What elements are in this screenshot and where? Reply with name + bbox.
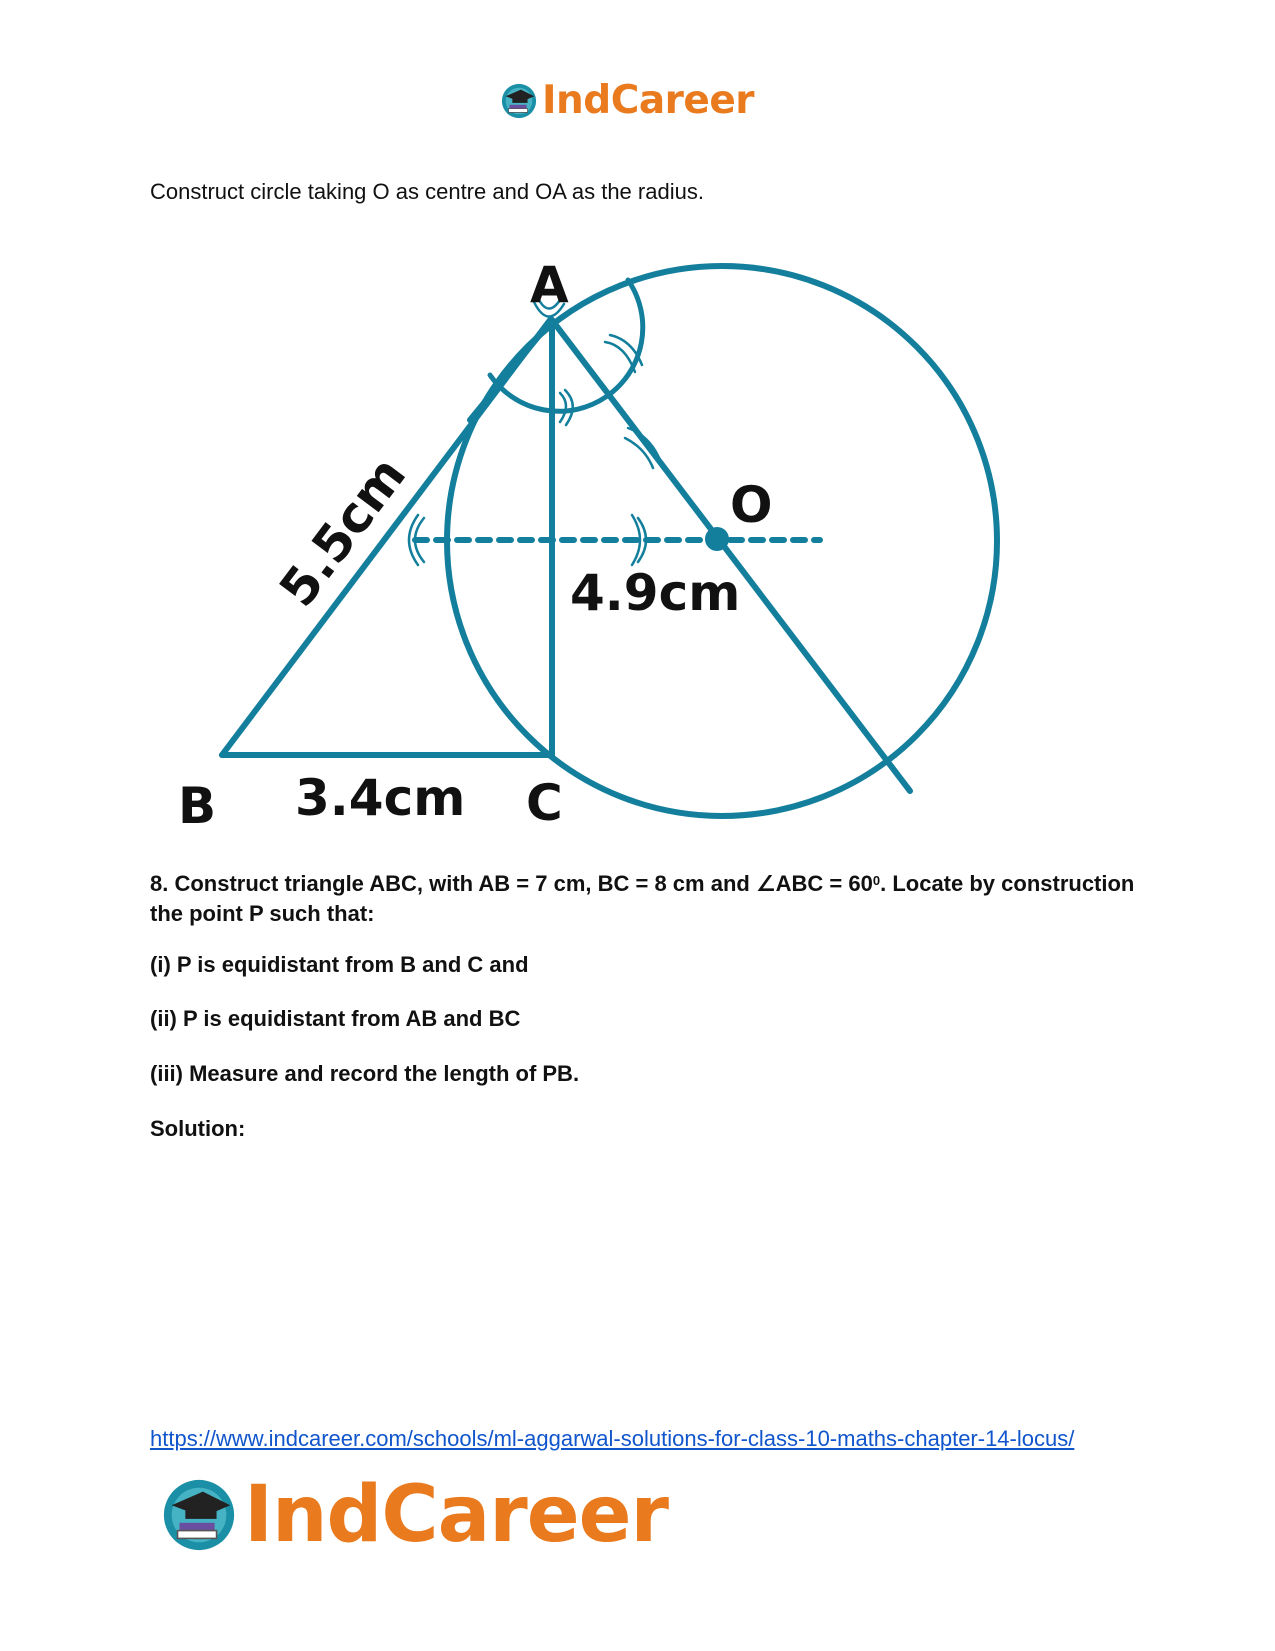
tangent-line <box>470 320 552 420</box>
label-b: B <box>178 777 217 835</box>
question-8 <box>150 869 1150 929</box>
footer-logo <box>160 1470 668 1560</box>
point-o <box>705 527 729 551</box>
label-a: A <box>530 256 569 314</box>
question-intro: 8. Construct triangle ABC, with AB = 7 cm, BC = 8 cm and ∠ABC = 60 <box>150 871 873 896</box>
label-o: O <box>730 476 773 534</box>
intro-text: Construct circle taking O as centre and OA as the radius. <box>150 179 704 204</box>
degree-superscript: 0 <box>872 873 881 888</box>
question-part-2: (ii) P is equidistant from AB and BC <box>150 1006 521 1031</box>
label-bc-length: 3.4cm <box>295 769 466 827</box>
label-c: C <box>526 774 563 832</box>
label-height-length: 4.9cm <box>570 564 741 622</box>
arc-mark-5 <box>560 393 566 422</box>
logo-text: IndCareer <box>542 78 754 123</box>
logo-text: IndCareer <box>244 1470 668 1560</box>
question-rest: . Locate by construction the point P such that: <box>150 871 1135 926</box>
question-part-3: (iii) Measure and record the length of PB. <box>150 1061 580 1086</box>
question-part-1: (i) P is equidistant from B and C and <box>150 952 529 977</box>
footer-link[interactable]: https://www.indcareer.com/schools/ml-aggarwal-solutions-for-class-10-maths-chapter-14-locus/ <box>150 1426 1075 1451</box>
label-ab-length: 5.5cm <box>268 446 418 618</box>
solution-label: Solution: <box>150 1116 246 1141</box>
line-ao <box>552 320 910 791</box>
graduation-cap-book-icon <box>160 1476 238 1554</box>
